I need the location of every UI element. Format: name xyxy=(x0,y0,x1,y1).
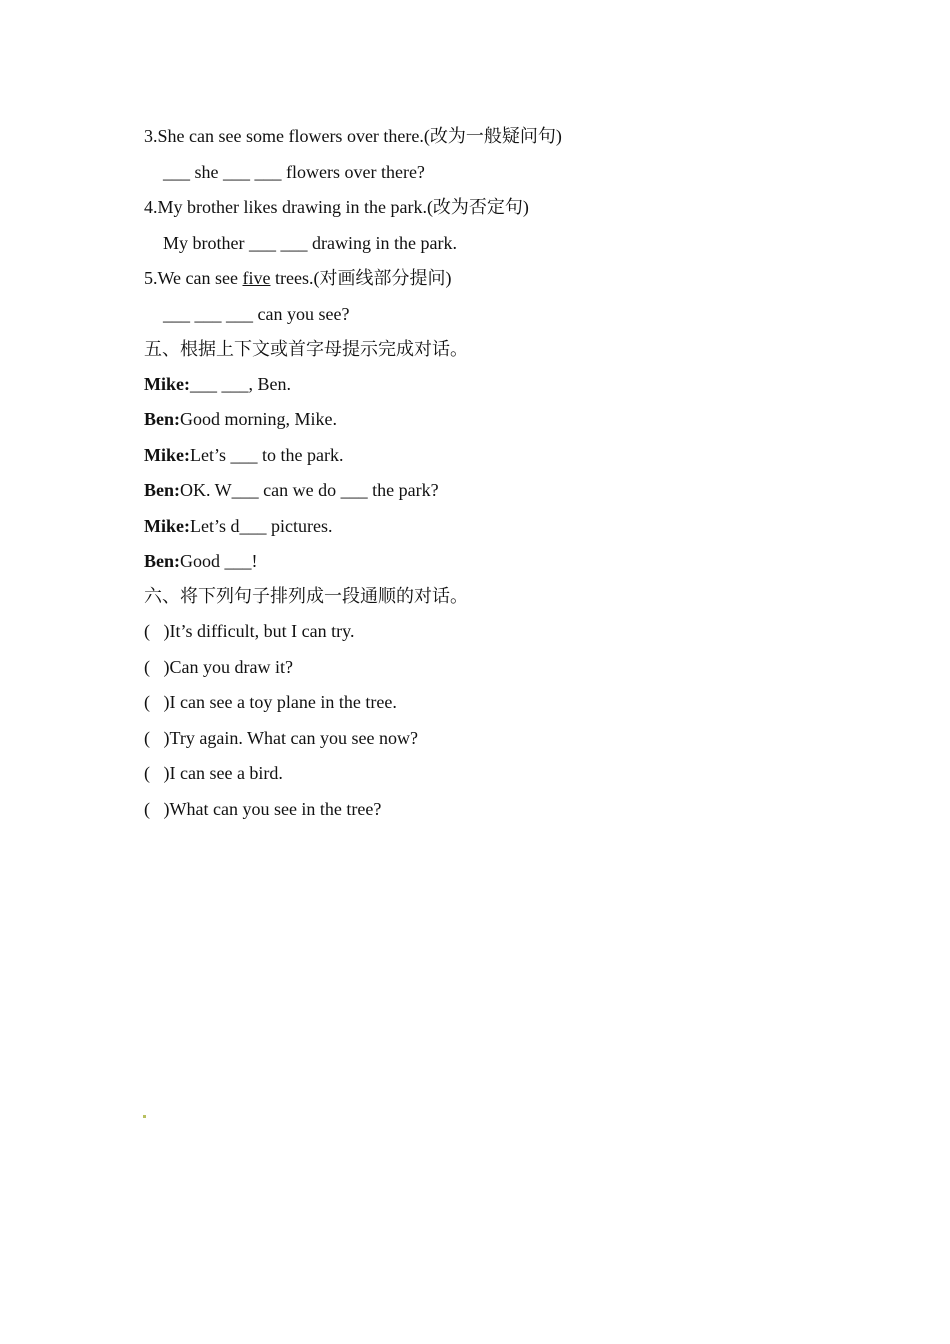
dialogue-text: ___ ___, Ben. xyxy=(189,374,291,394)
question-4-prompt: 4.My brother likes drawing in the park.(改为否定句) xyxy=(144,197,529,217)
stray-mark xyxy=(143,1115,146,1118)
ordering-item: ( )What can you see in the tree? xyxy=(144,799,382,819)
ordering-item: ( )It’s difficult, but I can try. xyxy=(144,621,355,641)
section-five-heading: 五、根据上下文或首字母提示完成对话。 xyxy=(144,339,468,359)
dialogue-line xyxy=(144,444,343,466)
section-six-heading: 六、将下列句子排列成一段通顺的对话。 xyxy=(144,586,468,606)
dialogue-speaker: Mike: xyxy=(144,374,190,394)
dialogue-line xyxy=(144,515,332,537)
dialogue-speaker: Ben: xyxy=(144,551,180,571)
dialogue-line xyxy=(144,479,439,501)
dialogue-text: Let’s ___ to the park. xyxy=(189,445,344,465)
dialogue-speaker: Mike: xyxy=(144,516,190,536)
question-5-answer-line: ___ ___ ___ can you see? xyxy=(163,304,350,324)
ordering-item: ( )Try again. What can you see now? xyxy=(144,728,418,748)
dialogue-text: Let’s d___ pictures. xyxy=(189,516,333,536)
dialogue-speaker: Ben: xyxy=(144,480,180,500)
dialogue-line xyxy=(144,373,291,395)
question-3-prompt: 3.She can see some flowers over there.(改为一般疑问句) xyxy=(144,126,562,146)
question-5-prompt xyxy=(144,267,451,289)
question-5-prompt-start: 5.We can see xyxy=(144,268,243,288)
question-4-answer-line: My brother ___ ___ drawing in the park. xyxy=(163,233,457,253)
dialogue-speaker: Mike: xyxy=(144,445,190,465)
ordering-item: ( )I can see a toy plane in the tree. xyxy=(144,692,397,712)
dialogue-line xyxy=(144,408,337,430)
dialogue-text: Good ___! xyxy=(180,551,258,571)
question-3-answer-line: ___ she ___ ___ flowers over there? xyxy=(163,162,425,182)
dialogue-text: Good morning, Mike. xyxy=(180,409,337,429)
dialogue-speaker: Ben: xyxy=(144,409,180,429)
question-5-prompt-end: trees.(对画线部分提问) xyxy=(270,268,452,288)
ordering-item: ( )I can see a bird. xyxy=(144,763,283,783)
dialogue-text: OK. W___ can we do ___ the park? xyxy=(180,480,439,500)
dialogue-line xyxy=(144,550,258,572)
ordering-item: ( )Can you draw it? xyxy=(144,657,293,677)
question-5-underlined-word: five xyxy=(242,268,271,288)
